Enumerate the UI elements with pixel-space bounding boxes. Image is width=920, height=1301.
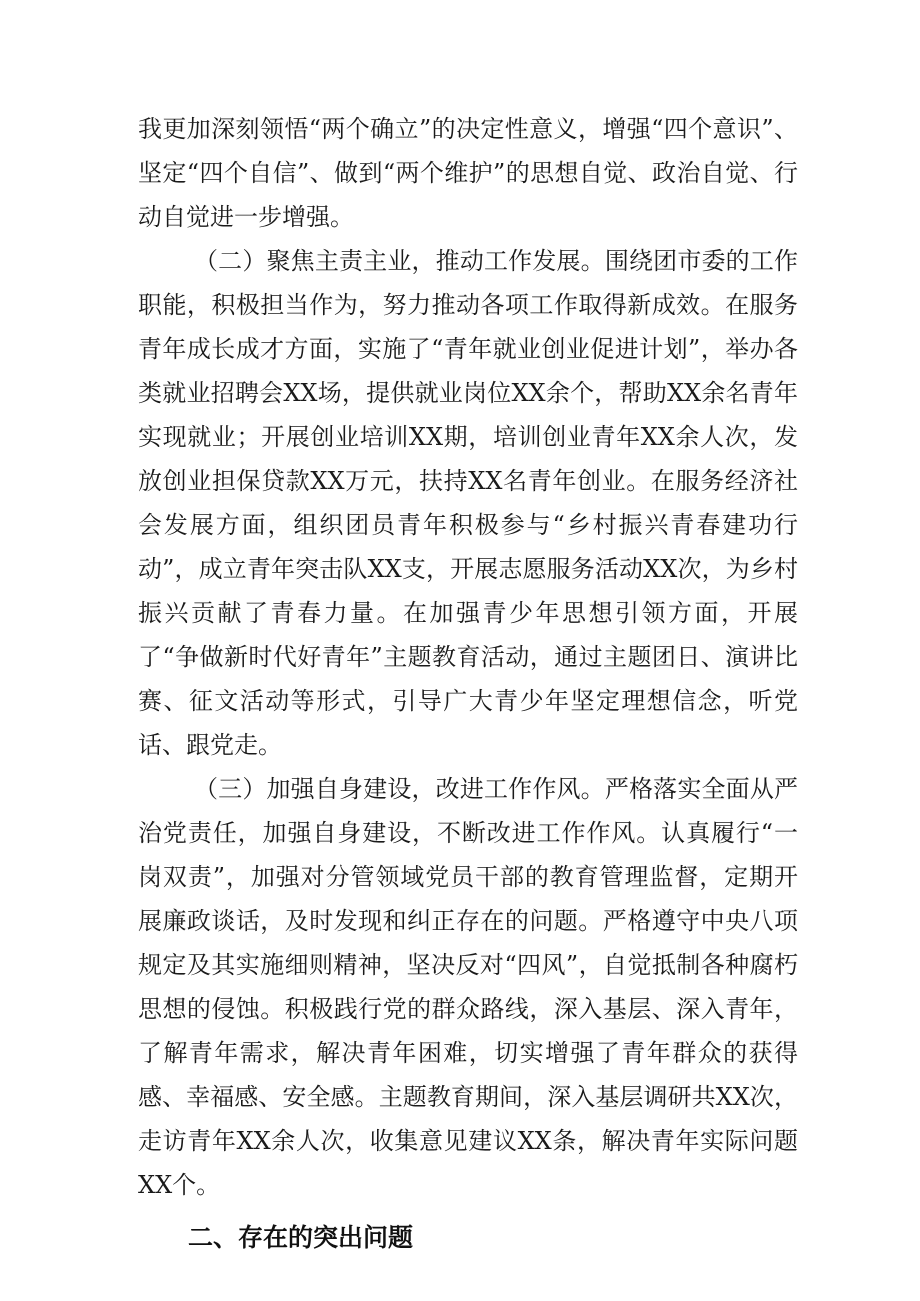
paragraph-focus-on-main-duties: （二）聚焦主责主业，推动工作发展。围绕团市委的工作职能，积极担当作为，努力推动各项工作取得新成效。在服务青年成长成才方面，实施了“青年就业创业促进计划”，举办各类就业招聘会XX场，提供就业岗位XX余个，帮助XX余名青年实现就业；开展创业培训XX期，培训创业青年XX余人次，发放创业担保贷款XX万元，扶持XX名青年创业。在服务经济社会发展方面，组织团员青年积极参与“乡村振兴青春建功行动”，成立青年突击队XX支，开展志愿服务活动XX次，为乡村振兴贡献了青春力量。在加强青少年思想引领方面，开展了“争做新时代好青年”主题教育活动，通过主题团日、演讲比赛、征文活动等形式，引导广大青少年坚定理想信念，听党话、跟党走。 (138, 247, 798, 759)
section-heading-problems: 二、存在的突出问题 (188, 1223, 414, 1252)
paragraph-continuation: 我更加深刻领悟“两个确立”的决定性意义，增强“四个意识”、坚定“四个自信”、做到“两个维护”的思想自觉、政治自觉、行动自觉进一步增强。 (138, 115, 798, 231)
paragraph-self-construction: （三）加强自身建设，改进工作作风。严格落实全面从严治党责任，加强自身建设，不断改进工作作风。认真履行“一岗双责”，加强对分管领域党员干部的教育管理监督，定期开展廉政谈话，及时发现和纠正存在的问题。严格遵守中央八项规定及其实施细则精神，坚决反对“四风”，自觉抵制各种腐朽思想的侵蚀。积极践行党的群众路线，深入基层、深入青年，了解青年需求，解决青年困难，切实增强了青年群众的获得感、幸福感、安全感。主题教育期间，深入基层调研共XX次，走访青年XX余人次，收集意见建议XX条，解决青年实际问题XX个。 (138, 775, 798, 1199)
document-body (138, 107, 798, 1260)
